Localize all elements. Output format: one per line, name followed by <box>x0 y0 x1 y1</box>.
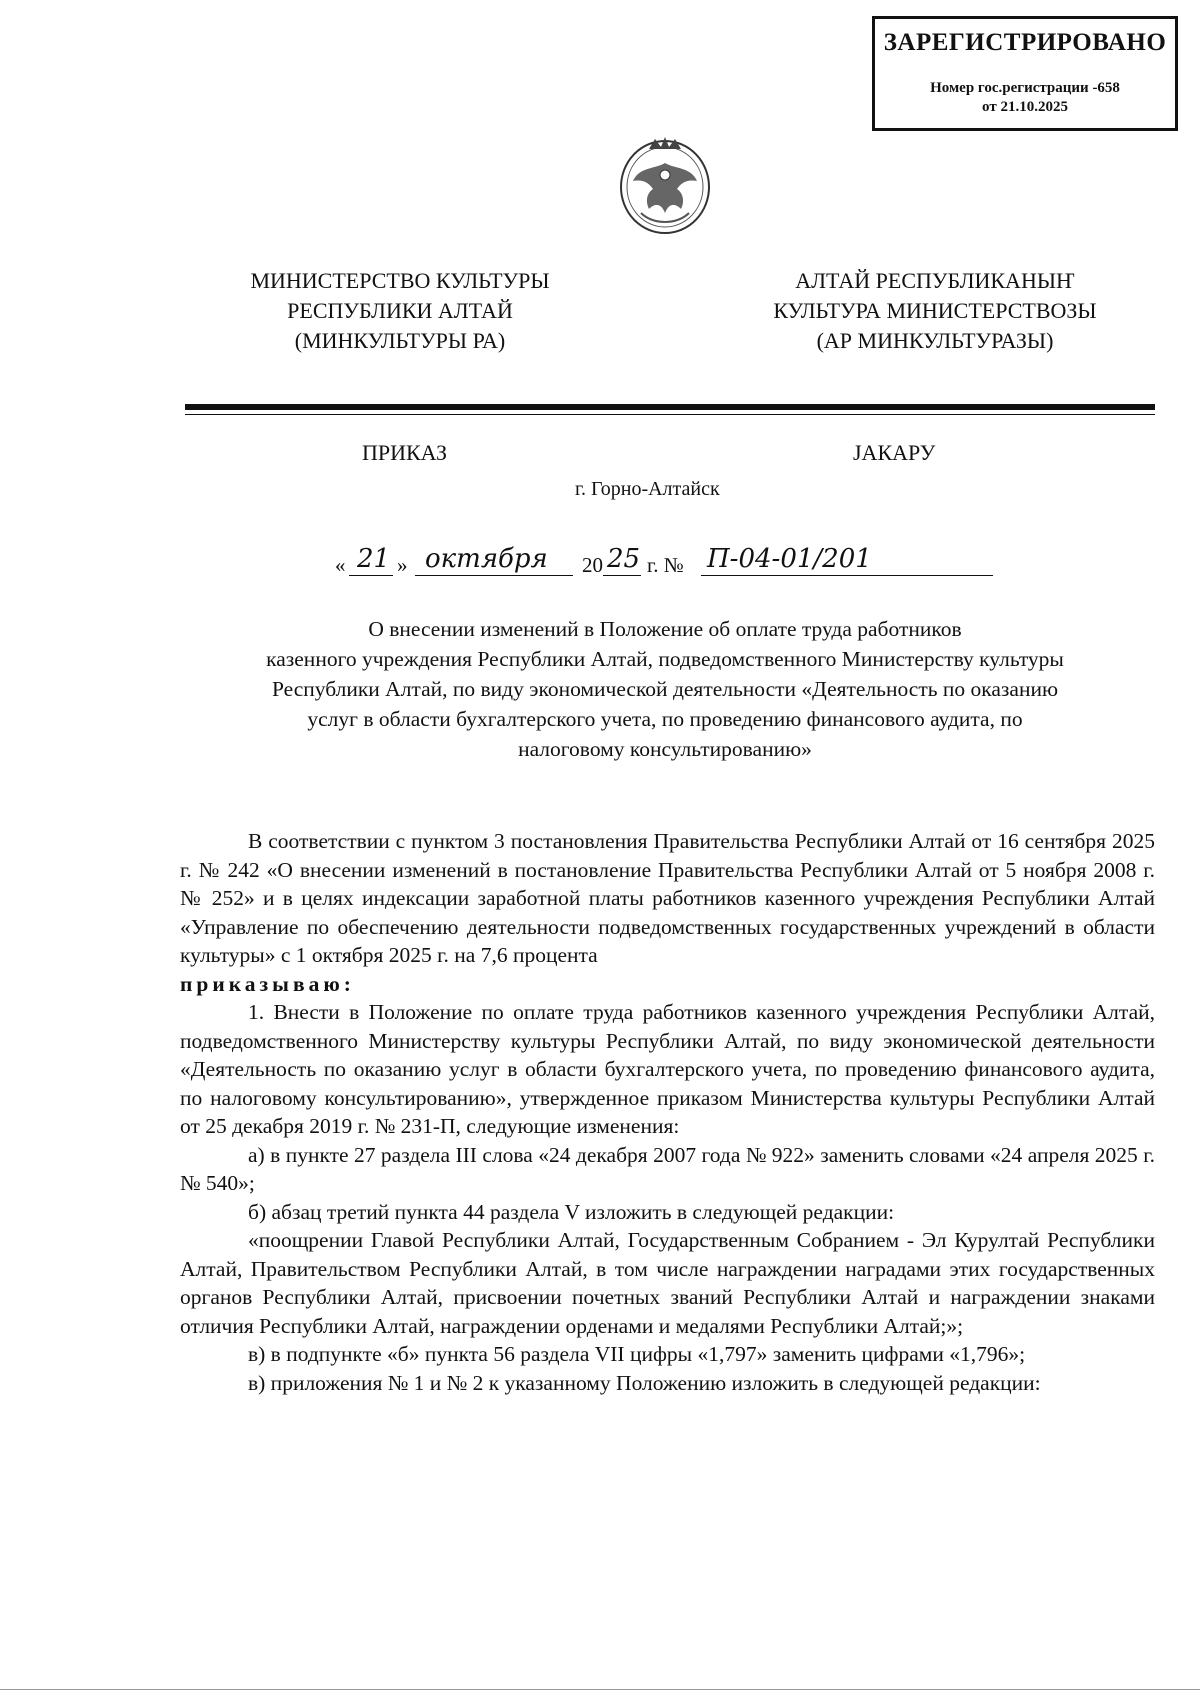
title-line-5: налоговому консультированию» <box>518 737 812 761</box>
stamp-title: ЗАРЕГИСТРИРОВАНО <box>883 29 1167 56</box>
date-day: 21 <box>357 544 391 574</box>
stamp-reg-date: от 21.10.2025 <box>982 99 1068 115</box>
item-1-paragraph: 1. Внести в Положение по оплате труда работников казенного учреждения Республики Алтай, подведомственного Министерству культуры Республики Алтай, по виду экономической деятельности «Деятельность по оказанию услуг в области бухгалтерского учета, по проведению финансового аудита, по налоговому консультированию», утвержденное приказом Министерства культуры Республики Алтай от 25 декабря 2019 г. № 231-П, следующие изменения: <box>180 1000 1155 1138</box>
date-year-mark: г. № <box>647 553 684 577</box>
item-b-paragraph: б) абзац третий пункта 44 раздела V изложить в следующей редакции: <box>248 1199 895 1224</box>
title-line-1: О внесении изменений в Положение об оплате труда работников <box>368 617 962 641</box>
order-body <box>180 827 1155 1397</box>
preamble-paragraph: В соответствии с пунктом 3 постановления Правительства Республики Алтай от 16 сентября 2025 г. № 242 «О внесении изменений в постановление Правительства Республики Алтай от 5 ноября 2008 г. № 252» и в целях индексации заработной платы работников казенного учреждения Республики Алтай «Управление по обеспечению деятельности подведомственных государственных учреждений в области культуры» с 1 октября 2025 г. на 7,6 процента <box>180 829 1155 967</box>
title-line-2: казенного учреждения Республики Алтай, подведомственного Министерству культуры <box>266 647 1064 671</box>
order-title <box>170 614 1160 764</box>
title-line-3: Республики Алтай, по виду экономической деятельности «Деятельность по оказанию <box>271 677 1059 701</box>
ministry-name-russian <box>200 266 600 356</box>
ministry-name-altai <box>735 266 1135 356</box>
item-a-paragraph: а) в пункте 27 раздела III слова «24 декабря 2007 года № 922» заменить словами «24 апреля 2025 г. № 540»; <box>180 1142 1155 1195</box>
ministry-altai-line-2: КУЛЬТУРА МИНИСТЕРСТВОЗЫ <box>773 298 1097 323</box>
order-number: П-04-01/201 <box>707 544 872 574</box>
page-bottom-edge <box>0 1689 1200 1690</box>
order-type-russian: ПРИКАЗ <box>362 440 448 465</box>
title-line-4: услуг в области бухгалтерского учета, по проведению финансового аудита, по <box>307 707 1023 731</box>
order-date-line <box>335 540 995 584</box>
order-word: приказываю: <box>180 971 355 996</box>
date-open-quote: « <box>335 553 346 577</box>
item-c2-paragraph: в) приложения № 1 и № 2 к указанному Положению изложить в следующей редакции: <box>248 1370 1041 1395</box>
date-close-quote: » <box>397 553 408 577</box>
stamp-reg-number: Номер гос.регистрации -658 <box>930 80 1120 96</box>
ministry-line-2: РЕСПУБЛИКИ АЛТАЙ <box>287 298 513 323</box>
coat-of-arms-emblem-icon <box>615 133 715 237</box>
header-divider-thin <box>185 414 1155 415</box>
ministry-line-1: МИНИСТЕРСТВО КУЛЬТУРЫ <box>250 268 550 293</box>
order-type-altai: JАКАРУ <box>853 440 936 465</box>
header-divider-thick <box>185 404 1155 410</box>
item-b-text-paragraph: «поощрении Главой Республики Алтай, Государственным Собранием - Эл Курултай Республики Алтай, Правительством Республики Алтай, в том числе награждении наградами этих государственных органов Республики Алтай, присвоении почетных званий Республики Алтай и награждении знаками отличия Республики Алтай, награждении орденами и медалями Республики Алтай;»; <box>180 1228 1155 1338</box>
registration-stamp <box>872 16 1178 131</box>
date-year-suffix: 25 <box>607 544 641 574</box>
item-c1-paragraph: в) в подпункте «б» пункта 56 раздела VII цифры «1,797» заменить цифрами «1,796»; <box>248 1342 1026 1366</box>
ministry-line-3: (МИНКУЛЬТУРЫ РА) <box>294 328 506 353</box>
ministry-altai-line-3: (АР МИНКУЛЬТУРАЗЫ) <box>816 328 1054 353</box>
date-month: октября <box>425 544 548 574</box>
ministry-altai-line-1: АЛТАЙ РЕСПУБЛИКАНЫҤ <box>795 268 1075 293</box>
date-year-prefix: 20 <box>582 553 603 577</box>
order-city: г. Горно-Алтайск <box>575 478 720 500</box>
